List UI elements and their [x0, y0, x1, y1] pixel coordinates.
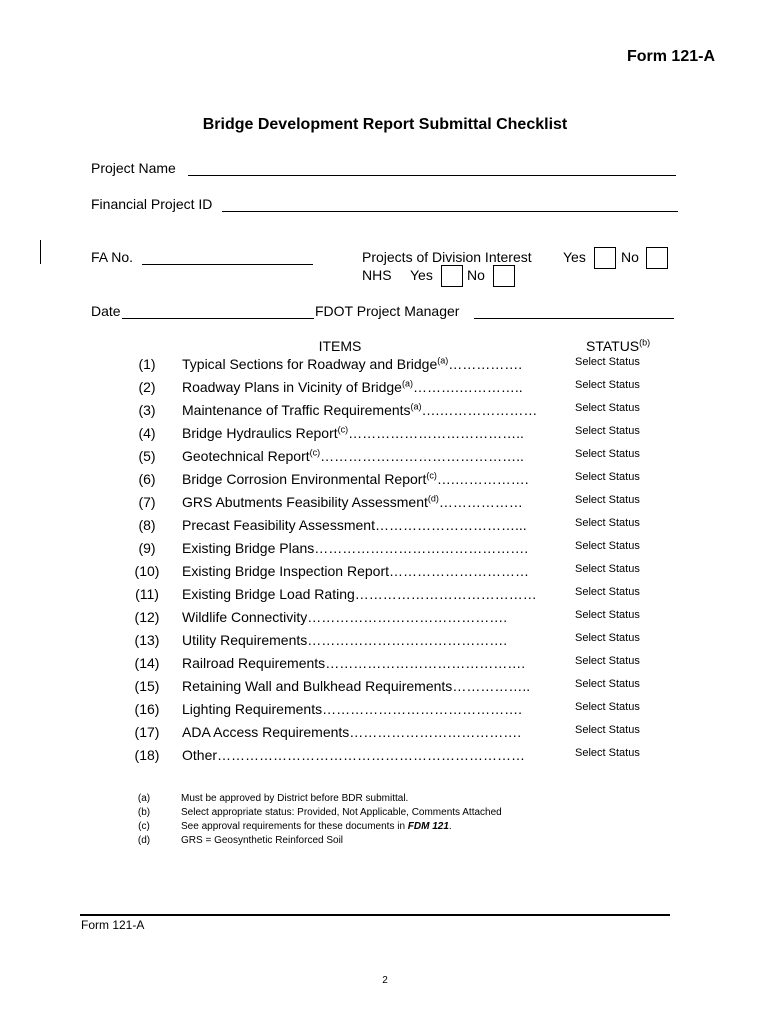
date-label: Date	[91, 303, 121, 319]
footnote-body: See approval requirements for these documents in	[181, 821, 408, 832]
financial-project-id-field[interactable]	[222, 211, 678, 212]
item-number: (2)	[138, 379, 156, 395]
item-label: Bridge Hydraulics Report	[182, 425, 338, 441]
page-number: 2	[382, 975, 388, 986]
item-label: Retaining Wall and Bulkhead Requirements	[182, 678, 453, 694]
footnote-mark: (a)	[137, 793, 151, 804]
footnote-body: Select appropriate status: Provided, Not Applicable, Comments Attached	[181, 807, 502, 818]
item-leader-dots: ………………	[438, 494, 523, 510]
item-number: (4)	[138, 425, 156, 441]
footnote-tail: .	[448, 821, 452, 832]
item-label: Utility Requirements	[182, 632, 308, 648]
item-number: (12)	[134, 609, 160, 625]
status-select[interactable]: Select Status	[575, 356, 640, 368]
item-text	[182, 517, 558, 533]
item-number: (13)	[134, 632, 160, 648]
item-label: Railroad Requirements	[182, 655, 326, 671]
item-label: Roadway Plans in Vicinity of Bridge	[182, 379, 402, 395]
item-label: Bridge Corrosion Environmental Report	[182, 471, 427, 487]
item-text	[182, 724, 558, 740]
item-footnote-ref: (c)	[309, 448, 321, 458]
item-label: Lighting Requirements	[182, 701, 323, 717]
item-text	[182, 563, 558, 579]
item-number: (16)	[134, 701, 160, 717]
footnote-mark: (c)	[138, 821, 150, 832]
page-title: Bridge Development Report Submittal Checklist	[202, 116, 568, 133]
item-text	[182, 494, 558, 510]
fdot-project-manager-field[interactable]	[474, 318, 674, 319]
item-label: Typical Sections for Roadway and Bridge	[182, 356, 438, 372]
item-number: (7)	[138, 494, 156, 510]
item-number: (17)	[134, 724, 160, 740]
item-label: Wildlife Connectivity	[182, 609, 308, 625]
item-leader-dots: ………………………………..	[348, 425, 524, 441]
status-header-footnote: (b)	[639, 337, 651, 348]
status-select[interactable]: Select Status	[575, 563, 640, 575]
item-label: Geotechnical Report	[182, 448, 310, 464]
status-select[interactable]: Select Status	[575, 402, 640, 414]
item-label: GRS Abutments Feasibility Assessment	[182, 494, 428, 510]
item-label: Existing Bridge Inspection Report	[182, 563, 389, 579]
item-leader-dots: …………………………...	[374, 517, 527, 533]
footnote-text	[181, 821, 452, 832]
nhs-no-checkbox[interactable]	[493, 265, 515, 287]
item-text	[182, 701, 558, 717]
item-footnote-ref: (a)	[401, 379, 413, 389]
item-leader-dots: ….…………………	[421, 402, 538, 418]
item-leader-dots: ……………………………………..	[320, 448, 524, 464]
item-leader-dots: ……….…………..	[412, 379, 523, 395]
margin-change-bar	[40, 240, 41, 264]
item-text	[182, 747, 558, 763]
item-text	[182, 540, 558, 556]
nhs-yes-checkbox[interactable]	[441, 265, 463, 287]
status-select[interactable]: Select Status	[575, 425, 640, 437]
item-label: Other	[182, 747, 218, 763]
item-number: (18)	[134, 747, 160, 763]
nhs-no-label: No	[467, 267, 485, 283]
status-select[interactable]: Select Status	[575, 632, 640, 644]
project-name-label: Project Name	[91, 160, 176, 176]
item-leader-dots: …………………………	[389, 563, 529, 579]
item-footnote-ref: (a)	[437, 356, 449, 366]
status-select[interactable]: Select Status	[575, 448, 640, 460]
footnote-body: GRS = Geosynthetic Reinforced Soil	[181, 835, 344, 846]
footnote-text	[181, 793, 408, 804]
item-number: (5)	[138, 448, 156, 464]
division-interest-yes-checkbox[interactable]	[594, 247, 616, 269]
item-leader-dots: ……………..	[452, 678, 531, 694]
item-text	[182, 678, 558, 694]
item-leader-dots: …………………………………….	[307, 632, 508, 648]
footnote-body: Must be approved by District before BDR submittal.	[181, 793, 409, 804]
item-leader-dots: ….…………….	[436, 471, 529, 487]
item-number: (8)	[138, 517, 156, 533]
item-number: (6)	[138, 471, 156, 487]
item-leader-dots: …………………………………	[354, 586, 537, 602]
item-number: (3)	[138, 402, 156, 418]
status-select[interactable]: Select Status	[575, 678, 640, 690]
footer-form-label: Form 121-A	[81, 918, 145, 932]
form-code: Form 121-A	[626, 48, 715, 65]
division-interest-no-checkbox[interactable]	[646, 247, 668, 269]
status-select[interactable]: Select Status	[575, 609, 640, 621]
item-leader-dots: ……………………………………….	[314, 540, 529, 556]
item-footnote-ref: (a)	[410, 402, 422, 412]
status-select[interactable]: Select Status	[575, 747, 640, 759]
item-text	[182, 402, 558, 418]
item-leader-dots: …………………………………….	[325, 655, 526, 671]
item-text	[182, 655, 558, 671]
item-text	[182, 356, 558, 372]
item-leader-dots: …………………………………………………………	[217, 747, 526, 763]
item-text	[182, 448, 558, 464]
item-label: ADA Access Requirements	[182, 724, 350, 740]
status-select[interactable]: Select Status	[575, 471, 640, 483]
item-footnote-ref: (d)	[427, 494, 439, 504]
item-label: Maintenance of Traffic Requirements	[182, 402, 411, 418]
status-select[interactable]: Select Status	[575, 586, 640, 598]
footnote-mark: (b)	[137, 807, 151, 818]
status-select[interactable]: Select Status	[575, 379, 640, 391]
footer-rule	[80, 914, 670, 916]
item-text	[182, 609, 558, 625]
date-field[interactable]	[122, 318, 314, 319]
item-text	[182, 379, 558, 395]
item-number: (1)	[138, 356, 156, 372]
nhs-label: NHS	[362, 267, 392, 283]
fdot-project-manager-label: FDOT Project Manager	[315, 303, 460, 319]
item-number: (10)	[134, 563, 160, 579]
footnote-mark: (d)	[137, 835, 151, 846]
footnote-emphasis: FDM 121	[407, 821, 449, 832]
item-footnote-ref: (c)	[337, 425, 349, 435]
status-header	[586, 338, 650, 354]
item-text	[182, 471, 558, 487]
item-number: (9)	[138, 540, 156, 556]
project-name-field[interactable]	[188, 175, 676, 176]
item-label: Existing Bridge Plans	[182, 540, 315, 556]
status-select[interactable]: Select Status	[575, 494, 640, 506]
item-number: (11)	[135, 586, 159, 602]
status-select[interactable]: Select Status	[575, 724, 640, 736]
item-footnote-ref: (c)	[426, 471, 437, 481]
nhs-yes-label: Yes	[410, 267, 433, 283]
fa-no-field[interactable]	[142, 264, 313, 265]
item-leader-dots: …………………………………….	[307, 609, 508, 625]
status-select[interactable]: Select Status	[575, 701, 640, 713]
division-interest-yes-label: Yes	[563, 249, 586, 265]
item-label: Precast Feasibility Assessment	[182, 517, 375, 533]
division-interest-label: Projects of Division Interest	[362, 249, 532, 265]
item-text	[182, 586, 558, 602]
item-number: (14)	[134, 655, 160, 671]
status-select[interactable]: Select Status	[575, 517, 640, 529]
status-header-label: STATUS	[586, 338, 640, 354]
division-interest-no-label: No	[621, 249, 639, 265]
item-leader-dots: …………………………………….	[322, 701, 522, 717]
financial-project-id-label: Financial Project ID	[91, 196, 213, 212]
item-label: Existing Bridge Load Rating	[182, 586, 355, 602]
item-leader-dots: ……………………………….	[349, 724, 522, 740]
item-text	[182, 632, 558, 648]
items-header: ITEMS	[318, 338, 362, 354]
footnote-text	[181, 807, 502, 818]
footnote-text	[181, 835, 343, 846]
status-select[interactable]: Select Status	[575, 655, 640, 667]
fa-no-label: FA No.	[91, 249, 134, 265]
item-text	[182, 425, 558, 441]
status-select[interactable]: Select Status	[575, 540, 640, 552]
item-number: (15)	[134, 678, 160, 694]
item-leader-dots: …………….	[448, 356, 523, 372]
